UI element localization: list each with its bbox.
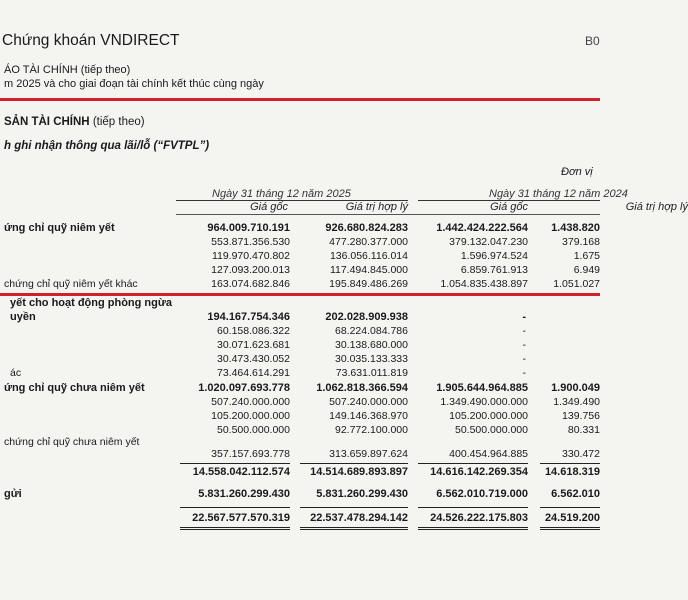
cell-value: 149.146.368.970 bbox=[329, 410, 408, 422]
total-rule bbox=[300, 529, 408, 530]
highlight-line-top bbox=[0, 98, 600, 101]
cell-value: 6.859.761.913 bbox=[460, 264, 528, 276]
row-label: chứng chỉ quỹ niêm yết khác bbox=[4, 278, 138, 290]
cell-value: 1.905.644.964.885 bbox=[436, 382, 528, 394]
row-label: uyền bbox=[10, 311, 36, 323]
cell-value: - bbox=[522, 339, 526, 351]
cell-value: 73.464.614.291 bbox=[217, 367, 290, 379]
cell-value: 1.596.974.524 bbox=[460, 250, 528, 262]
total-rule bbox=[180, 527, 290, 528]
cell-value: 1.054.835.438.897 bbox=[440, 278, 528, 290]
cell-value: 926.680.824.283 bbox=[325, 222, 408, 234]
row-label: gửi bbox=[4, 488, 22, 500]
total-rule bbox=[300, 507, 408, 508]
cell-value: - bbox=[522, 325, 526, 337]
cell-value: 330.472 bbox=[562, 448, 600, 460]
cell-value: 1.349.490 bbox=[553, 396, 600, 408]
report-period: m 2025 và cho giai đoạn tài chính kết thúc cùng ngày bbox=[4, 78, 264, 90]
cell-value: 194.167.754.346 bbox=[207, 311, 290, 323]
col-fair-2025: Giá trị hợp lý bbox=[345, 201, 408, 213]
cell-value: 1.349.490.000.000 bbox=[440, 396, 528, 408]
subsection-title: h ghi nhận thông qua lãi/lỗ (“FVTPL”) bbox=[4, 140, 210, 152]
cell-value: 202.028.909.938 bbox=[325, 311, 408, 323]
cell-value: 379.132.047.230 bbox=[449, 236, 528, 248]
cell-value: 139.756 bbox=[562, 410, 600, 422]
cell-value: 163.074.682.846 bbox=[211, 278, 290, 290]
section-title-text: SẢN TÀI CHÍNH bbox=[4, 116, 90, 128]
cell-value: 105.200.000.000 bbox=[449, 410, 528, 422]
cell-value: 80.331 bbox=[567, 424, 600, 436]
highlight-line-bottom bbox=[0, 293, 600, 296]
cell-value: 92.772.100.000 bbox=[335, 424, 408, 436]
total-rule bbox=[180, 463, 290, 464]
cell-value: 507.240.000.000 bbox=[211, 396, 290, 408]
col-cost-2024: Giá gốc bbox=[490, 201, 528, 213]
cell-value: 400.454.964.885 bbox=[449, 448, 528, 460]
cell-value: 105.200.000.000 bbox=[211, 410, 290, 422]
cell-value: 14.618.319 bbox=[544, 466, 600, 478]
row-label: yết cho hoạt động phòng ngừa bbox=[10, 297, 172, 309]
cell-value: 14.616.142.269.354 bbox=[430, 466, 528, 478]
cell-value: 477.280.377.000 bbox=[329, 236, 408, 248]
cell-value: 313.659.897.624 bbox=[329, 448, 408, 460]
page-code: B0 bbox=[585, 34, 600, 48]
cell-value: 1.020.097.693.778 bbox=[198, 382, 290, 394]
cell-value: 507.240.000.000 bbox=[329, 396, 408, 408]
cell-value: 68.224.084.786 bbox=[335, 325, 408, 337]
cell-value: - bbox=[522, 353, 526, 365]
cell-value: 5.831.260.299.430 bbox=[198, 488, 290, 500]
period-2024: Ngày 31 tháng 12 năm 2024 bbox=[489, 188, 628, 200]
row-label: ứng chỉ quỹ chưa niêm yết bbox=[4, 382, 145, 394]
total-rule bbox=[418, 527, 528, 528]
company-name: Chứng khoán VNDIRECT bbox=[2, 32, 180, 49]
cell-value: 357.157.693.778 bbox=[211, 448, 290, 460]
section-title-suffix: (tiếp theo) bbox=[92, 116, 145, 128]
cell-value: 1.675 bbox=[573, 250, 600, 262]
total-rule bbox=[180, 507, 290, 508]
cell-value: 30.035.133.333 bbox=[335, 353, 408, 365]
cell-value: 22.537.478.294.142 bbox=[310, 512, 408, 524]
report-title: ÁO TÀI CHÍNH (tiếp theo) bbox=[4, 64, 131, 76]
total-rule bbox=[300, 463, 408, 464]
row-label: chứng chỉ quỹ chưa niêm yết bbox=[4, 436, 140, 448]
cell-value: 119.970.470.802 bbox=[211, 250, 290, 262]
cell-value: 195.849.486.269 bbox=[329, 278, 408, 290]
total-rule bbox=[540, 463, 600, 464]
cell-value: 50.500.000.000 bbox=[455, 424, 528, 436]
cell-value: 117.494.845.000 bbox=[329, 264, 408, 276]
cell-value: 73.631.011.819 bbox=[335, 367, 408, 379]
cell-value: 127.093.200.013 bbox=[211, 264, 290, 276]
cell-value: 553.871.356.530 bbox=[211, 236, 290, 248]
cell-value: - bbox=[522, 367, 526, 379]
section-title bbox=[4, 116, 145, 128]
cell-value: 30.071.623.681 bbox=[217, 339, 290, 351]
cell-value: 1.442.424.222.564 bbox=[436, 222, 528, 234]
row-label: ứng chỉ quỹ niêm yết bbox=[4, 222, 115, 234]
total-rule bbox=[540, 529, 600, 530]
cell-value: 50.500.000.000 bbox=[217, 424, 290, 436]
total-rule bbox=[418, 529, 528, 530]
cell-value: 24.519.200 bbox=[544, 512, 600, 524]
cell-value: - bbox=[522, 311, 526, 323]
total-rule bbox=[418, 507, 528, 508]
col-cost-2025: Giá gốc bbox=[250, 201, 288, 213]
col-fair-2024: Giá trị hợp lý bbox=[625, 201, 688, 213]
cell-value: 5.831.260.299.430 bbox=[316, 488, 408, 500]
cell-value: 379.168 bbox=[562, 236, 600, 248]
cell-value: 6.562.010.719.000 bbox=[436, 488, 528, 500]
cell-value: 14.558.042.112.574 bbox=[192, 466, 290, 478]
unit-label: Đơn vị bbox=[561, 166, 593, 178]
cell-value: 136.056.116.014 bbox=[329, 250, 408, 262]
cell-value: 30.473.430.052 bbox=[217, 353, 290, 365]
column-header-rule bbox=[176, 214, 600, 215]
period-2025: Ngày 31 tháng 12 năm 2025 bbox=[212, 188, 351, 200]
total-rule bbox=[540, 507, 600, 508]
cell-value: 1.900.049 bbox=[551, 382, 600, 394]
total-rule bbox=[180, 529, 290, 530]
cell-value: 1.062.818.366.594 bbox=[316, 382, 408, 394]
cell-value: 6.562.010 bbox=[551, 488, 600, 500]
total-rule bbox=[540, 527, 600, 528]
cell-value: 60.158.086.322 bbox=[217, 325, 290, 337]
cell-value: 14.514.689.893.897 bbox=[310, 466, 408, 478]
total-rule bbox=[300, 527, 408, 528]
row-label: ác bbox=[10, 367, 22, 379]
cell-value: 24.526.222.175.803 bbox=[430, 512, 528, 524]
total-rule bbox=[418, 463, 528, 464]
cell-value: 1.438.820 bbox=[551, 222, 600, 234]
cell-value: 30.138.680.000 bbox=[335, 339, 408, 351]
cell-value: 1.051.027 bbox=[553, 278, 600, 290]
cell-value: 22.567.577.570.319 bbox=[192, 512, 290, 524]
cell-value: 6.949 bbox=[573, 264, 600, 276]
cell-value: 964.009.710.191 bbox=[207, 222, 290, 234]
